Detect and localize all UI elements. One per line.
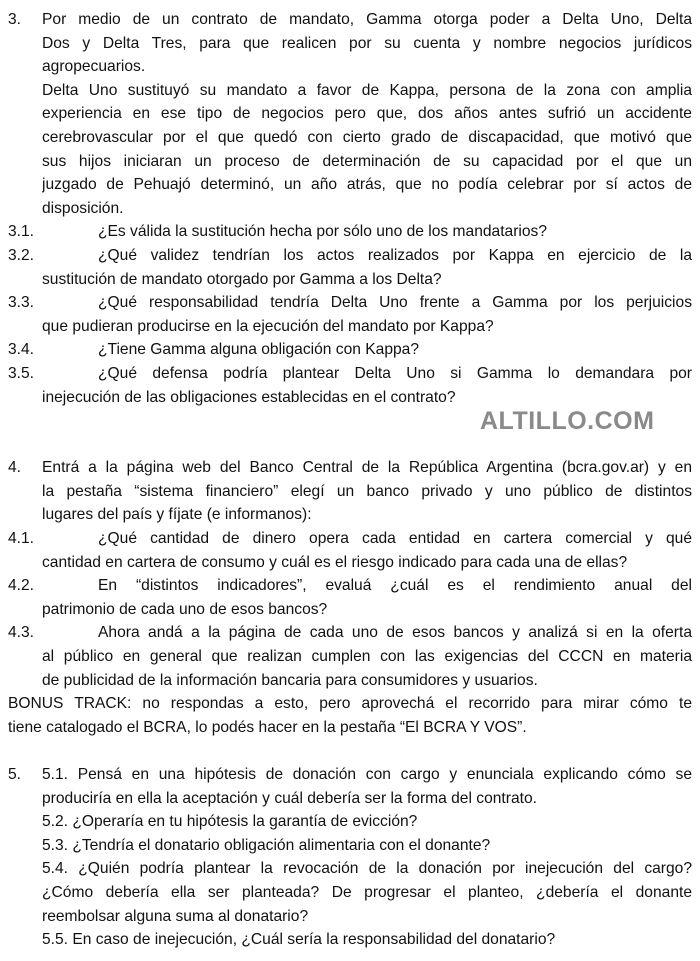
- line-text: Por medio de un contrato de mandato, Gamma otorga poder a Delta Uno, Delta: [42, 11, 692, 28]
- document-line: [0, 787, 700, 811]
- document-line: [0, 291, 700, 315]
- document-line: [0, 197, 700, 221]
- document-line: [0, 834, 700, 858]
- document-line: [0, 268, 700, 292]
- document-line: [0, 315, 700, 339]
- line-text: 5.5. En caso de inejecución, ¿Cuál sería la responsabilidad del donatario?: [42, 931, 556, 949]
- document-line: [0, 32, 700, 56]
- document-line: [0, 716, 700, 740]
- document-line: [0, 928, 700, 952]
- document-line: [0, 338, 700, 362]
- line-text: experiencia en ese tipo de negocios pero que, dos años antes sufrió un accidente: [42, 105, 692, 123]
- document-line: [0, 669, 700, 693]
- line-text: al público en general que realizan cumplen con las exigencias del CCCN en materia: [42, 648, 692, 666]
- line-text: lugares del país y fíjate (e informanos):: [42, 506, 312, 524]
- document-line: [0, 126, 700, 150]
- item-number: 3.4.: [8, 341, 35, 359]
- item-number: 3.: [8, 11, 22, 28]
- line-text: cerebrovascular por el que quedó con cierto grado de discapacidad, que motivó que: [42, 128, 692, 146]
- document-line: [0, 456, 700, 480]
- item-number: 3.1.: [8, 223, 35, 241]
- item-number: 3.3.: [8, 294, 35, 312]
- line-text: juzgado de Pehuajó determinó, un año atrás, que no podía celebrar por sí actos de: [42, 176, 692, 194]
- altillo-watermark: ALTILLO.COM: [480, 407, 655, 436]
- document-line: [0, 79, 700, 103]
- line-text: reembolsar alguna suma al donatario?: [42, 907, 309, 925]
- document-line: [0, 220, 700, 244]
- line-text: sustitución de mandato otorgado por Gamma a los Delta?: [42, 270, 442, 288]
- document-line: [0, 150, 700, 174]
- document-line: [0, 362, 700, 386]
- line-text: agropecuarios.: [42, 58, 146, 76]
- line-text: Entrá a la página web del Banco Central de la República Argentina (bcra.gov.ar) y en: [42, 459, 692, 477]
- document-line: [0, 527, 700, 551]
- line-text: Delta Uno sustituyó su mandato a favor de Kappa, persona de la zona con amplia: [42, 81, 692, 99]
- document-line: [0, 810, 700, 834]
- line-text: de publicidad de la información bancaria para consumidores y usuarios.: [42, 671, 538, 689]
- line-text: ¿Qué cantidad de dinero opera cada entidad en cartera comercial y qué: [98, 530, 692, 548]
- watermark-row: [0, 407, 700, 436]
- line-text: ¿Qué validez tendrían los actos realizados por Kappa en ejercicio de la: [98, 246, 692, 264]
- line-text: 5.3. ¿Tendría el donatario obligación alimentaria con el donante?: [42, 836, 491, 854]
- document-line: [0, 244, 700, 268]
- line-text: que pudieran producirse en la ejecución del mandato por Kappa?: [42, 317, 494, 335]
- blank-line: [0, 433, 700, 457]
- document-line: [0, 621, 700, 645]
- line-text: Ahora andá a la página de cada uno de esos bancos y analizá si en la oferta: [98, 624, 692, 642]
- line-text: ¿Es válida la sustitución hecha por sólo uno de los mandatarios?: [98, 223, 548, 241]
- item-number: 3.2.: [8, 246, 35, 264]
- document-line: [0, 645, 700, 669]
- line-text: ¿Qué defensa podría plantear Delta Uno si Gamma lo demandara por: [98, 364, 692, 382]
- line-text: cantidad en cartera de consumo y cuál es el riesgo indicado para cada una de ellas?: [42, 553, 628, 571]
- line-text: Dos y Delta Tres, para que realicen por su cuenta y nombre negocios jurídicos: [42, 34, 692, 52]
- document-line: [0, 102, 700, 126]
- document-line: [0, 386, 700, 410]
- document-line: [0, 598, 700, 622]
- document-line: [0, 574, 700, 598]
- document-line: [0, 480, 700, 504]
- blank-line: [0, 739, 700, 763]
- line-text: ¿Qué responsabilidad tendría Delta Uno frente a Gamma por los perjuicios: [98, 294, 692, 312]
- line-text: tiene catalogado el BCRA, lo podés hacer en la pestaña “El BCRA Y VOS”.: [8, 718, 527, 736]
- document-line: [0, 173, 700, 197]
- item-number: 4.2.: [8, 577, 35, 595]
- line-text: produciría en ella la aceptación y cuál debería ser la forma del contrato.: [42, 789, 537, 807]
- document-line: [0, 503, 700, 527]
- line-text: sus hijos iniciaran un proceso de determinación de su capacidad por el que un: [42, 152, 692, 170]
- line-text: BONUS TRACK: no respondas a esto, pero aprovechá el recorrido para mirar cómo te: [8, 695, 692, 713]
- line-text: ¿Tiene Gamma alguna obligación con Kappa?: [98, 341, 420, 359]
- document-line: [0, 763, 700, 787]
- document-line: [0, 55, 700, 79]
- line-text: inejecución de las obligaciones establecidas en el contrato?: [42, 388, 456, 406]
- document-line: [0, 881, 700, 905]
- line-text: 5.1. Pensá en una hipótesis de donación con cargo y enunciala explicando cómo se: [42, 766, 692, 783]
- line-text: En “distintos indicadores”, evaluá ¿cuál es el rendimiento anual del: [98, 577, 692, 595]
- line-text: disposición.: [42, 199, 124, 217]
- line-text: patrimonio de cada uno de esos bancos?: [42, 600, 328, 618]
- document-line: [0, 692, 700, 716]
- document-line: [0, 905, 700, 929]
- item-number: 5.: [8, 766, 22, 783]
- document-line: [0, 8, 700, 32]
- line-text: la pestaña “sistema financiero” elegí un banco privado y uno público de distintos: [42, 482, 692, 500]
- item-number: 4.3.: [8, 624, 35, 642]
- line-text: ¿Cómo debería ella ser planteada? De progresar el planteo, ¿debería el donante: [42, 883, 692, 901]
- document-line: [0, 551, 700, 575]
- item-number: 4.1.: [8, 530, 35, 548]
- line-text: 5.2. ¿Operaría en tu hipótesis la garantía de evicción?: [42, 813, 418, 831]
- document-page: [0, 8, 700, 952]
- item-number: 4.: [8, 459, 22, 477]
- document-line: [0, 857, 700, 881]
- line-text: 5.4. ¿Quién podría plantear la revocación de la donación por inejecución del cargo?: [42, 860, 692, 878]
- item-number: 3.5.: [8, 364, 35, 382]
